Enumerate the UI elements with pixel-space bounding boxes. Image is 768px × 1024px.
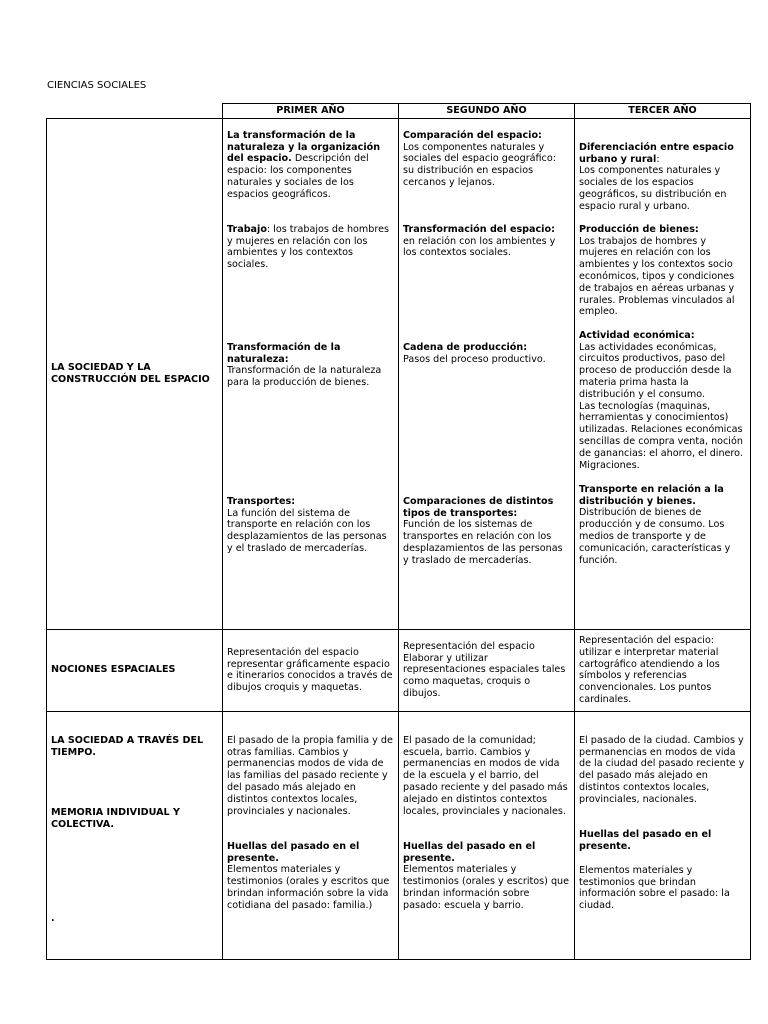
block-title: Huellas del pasado en el presente. [227, 840, 360, 864]
block-text: Transformación de la naturaleza para la producción de bienes. [227, 365, 382, 389]
label-dot: . [51, 912, 55, 924]
block-title: Trabajo [227, 223, 267, 235]
block-text: Las tecnologías (maquinas, herramientas y conocimientos) utilizadas. Relaciones económicas sencillas de compra venta, noción de ganancias: el ahorro, el dinero. Migraciones. [579, 400, 743, 471]
cell-primer-espacio [223, 118, 399, 629]
row-label-nociones: NOCIONES ESPACIALES [47, 629, 223, 711]
block-text: Los componentes naturales y sociales de los espacios geográficos, su distribución en espacio rural y urbano. [579, 165, 727, 212]
block-text: Función de los sistemas de transportes en relación con los desplazamientos de las personas y traslado de mercaderías. [403, 519, 563, 566]
table-row [47, 711, 751, 959]
block-text: Pasos del proceso productivo. [403, 353, 546, 365]
block-title: Transformación del espacio: [403, 223, 555, 235]
block-title: Cadena de producción: [403, 341, 528, 353]
block-title: Huellas del pasado en el presente. [579, 828, 712, 852]
block-text: El pasado de la ciudad. Cambios y permanencias en modos de vida de la ciudad del pasado reciente y del pasado más alejado en distintos contextos locales, provinciales, nacionales. [579, 734, 745, 805]
document-title: CIENCIAS SOCIALES [47, 80, 147, 91]
curriculum-table [46, 103, 751, 960]
block-text: Los trabajos de hombres y mujeres en relación con los ambientes y los contextos socio económicos, tipos y condiciones de trabajos en aéreas urbanas y rurales. Problemas vinculados al empleo. [579, 235, 735, 318]
block-text: Descripción del espacio: los componentes naturales y sociales de los espacios geográficos. [227, 153, 369, 200]
block-text: Distribución de bienes de producción y de consumo. Los medios de transporte y de comunicación, características y función. [579, 507, 731, 566]
row-label-tiempo [47, 711, 223, 959]
header-primer-ano: PRIMER AÑO [223, 104, 399, 119]
block-title: Transformación de la naturaleza: [227, 341, 341, 365]
header-segundo-ano: SEGUNDO AÑO [399, 104, 575, 119]
block-text: El pasado de la propia familia y de otras familias. Cambios y permanencias modos de vida de las familias del pasado reciente y del pasado más alejado en distintos contextos locales, provinciales y nacionales. [227, 734, 393, 817]
cell-segundo-nociones: Representación del espacio Elaborar y utilizar representaciones espaciales tales como maquetas, croquis o dibujos. [399, 629, 575, 711]
block-text: El pasado de la comunidad; escuela, barrio. Cambios y permanencias en modos de vida de la escuela y el barrio, del pasado reciente y del pasado más alejado en distintos contextos locales, provinciales y nacionales. [403, 734, 568, 817]
block-title: Producción de bienes: [579, 223, 699, 235]
header-row [47, 104, 751, 119]
block-text: : los trabajos de hombres y mujeres en relación con los ambientes y los contextos sociales. [227, 223, 389, 271]
header-tercer-ano: TERCER AÑO [575, 104, 751, 119]
label-sociedad-tiempo: LA SOCIEDAD A TRAVÉS DEL TIEMPO. [51, 734, 204, 758]
block-title: La transformación de la naturaleza y la organización del espacio. [227, 129, 381, 165]
block-title: Diferenciación entre espacio urbano y rural [579, 141, 734, 165]
cell-segundo-tiempo [399, 711, 575, 959]
block-text: La función del sistema de transporte en relación con los desplazamientos de las personas y el traslado de mercaderías. [227, 507, 387, 554]
cell-primer-tiempo [223, 711, 399, 959]
cell-tercer-nociones: Representación del espacio: utilizar e interpretar material cartográfico atendiendo a los símbolos y referencias convencionales. Los puntos cardinales. [575, 629, 751, 711]
table-row [47, 118, 751, 629]
cell-primer-nociones: Representación del espacio representar gráficamente espacio e itinerarios conocidos a través de dibujos croquis y maquetas. [223, 629, 399, 711]
block-text: Las actividades económicas, circuitos productivos, paso del proceso de producción desde la materia prima hasta la distribución y el consumo. [579, 341, 732, 400]
row-label-espacio: LA SOCIEDAD Y LA CONSTRUCCIÓN DEL ESPACIO [47, 118, 223, 629]
block-title: Transportes: [227, 495, 296, 507]
cell-tercer-espacio: Diferenciación entre espacio urbano y rural: Los componentes naturales y sociales de los espacios geográficos, su distribución en espacio rural y urbano. Producción de bienes: Los trabajos de hombres y mujeres en relación con los ambientes y los contextos socio económicos, tipos y condiciones de trabajos en aéreas urbanas y rurales. Problemas vinculados al empleo. Actividad económica: Las actividades económicas, circuitos productivos, paso del proceso de producción desde la materia prima hasta la distribución y el consumo. Las tecnologías (maquinas, herramientas y conocimientos) utilizadas. Relaciones económicas sencillas de compra venta, noción de ganancias: el ahorro, el dinero. Migraciones. Transporte en relación a la distribución y bienes. Distribución de bienes de producción y de consumo. Los medios de transporte y de comunicación, características y función. [575, 118, 751, 629]
block-title: Comparación del espacio: [403, 129, 542, 141]
block-text: Elementos materiales y testimonios (orales y escritos) que brindan información sobre pasado: escuela y barrio. [403, 864, 570, 911]
header-corner [47, 104, 223, 119]
cell-segundo-espacio [399, 118, 575, 629]
cell-tercer-tiempo [575, 711, 751, 959]
block-text: Los componentes naturales y sociales del espacio geográfico: su distribución en espacios cercanos y lejanos. [403, 141, 556, 188]
block-title: Comparaciones de distintos tipos de transportes: [403, 495, 554, 519]
label-memoria: MEMORIA INDIVIDUAL Y COLECTIVA. [51, 806, 180, 830]
table-row [47, 629, 751, 711]
block-title: Transporte en relación a la distribución y bienes. [579, 483, 724, 507]
block-text: Elementos materiales y testimonios (orales y escritos que brindan información sobre la vida cotidiana del pasado: familia.) [227, 864, 390, 911]
block-title: Actividad económica: [579, 329, 695, 341]
block-text: en relación con los ambientes y los contextos sociales. [403, 235, 556, 259]
block-title: Huellas del pasado en el presente. [403, 840, 536, 864]
block-text: Elementos materiales y testimonios que brindan información sobre el pasado: la ciudad. [579, 864, 730, 912]
